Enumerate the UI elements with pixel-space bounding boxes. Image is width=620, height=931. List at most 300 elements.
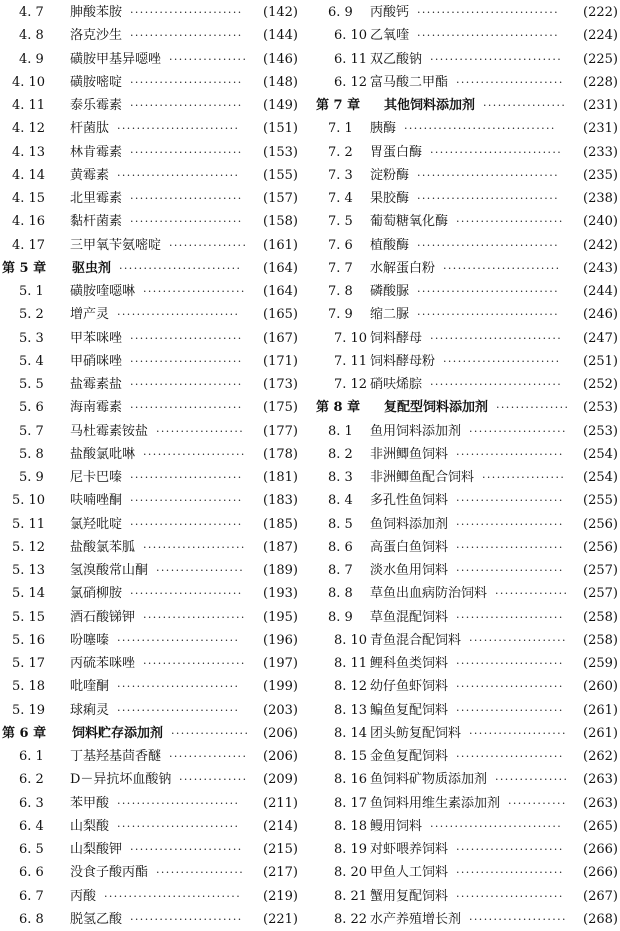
toc-leader-dots: ··························· <box>430 378 563 391</box>
toc-leader-dots: ····················· <box>143 447 246 461</box>
toc-entry <box>0 24 300 47</box>
toc-leader-dots: ············ <box>508 796 567 810</box>
toc-entry-title: 呋喃唑酮 <box>70 493 123 509</box>
toc-leader-dots: ······················· <box>130 401 243 415</box>
toc-entry-number: 7. 10 <box>334 330 368 346</box>
toc-entry-title: 磷酸脲 <box>370 284 410 299</box>
toc-entry <box>314 257 620 280</box>
toc-page-number: (151) <box>263 121 298 137</box>
toc-entry-title: 缩二脲 <box>370 307 410 323</box>
toc-leader-dots: ······················· <box>130 494 243 508</box>
toc-page-number: (242) <box>583 237 618 253</box>
toc-entry <box>314 675 620 698</box>
toc-leader-dots: ···················· <box>469 726 567 740</box>
toc-leader-dots: ······················· <box>130 145 243 159</box>
toc-leader-dots: ··············· <box>496 401 570 415</box>
toc-entry-title: 酒石酸锑钾 <box>70 609 136 625</box>
toc-leader-dots: ····················· <box>143 610 246 624</box>
toc-leader-dots: ······················ <box>456 540 564 554</box>
toc-leader-dots: ················· <box>482 471 566 484</box>
toc-entry <box>0 164 300 187</box>
toc-entry-number: 5. 13 <box>12 563 46 578</box>
toc-entry-title: 泰乐霉素 <box>70 98 123 113</box>
toc-entry-title: 甲鱼人工饲料 <box>370 865 449 881</box>
toc-leader-dots: ······················· <box>130 192 243 205</box>
toc-leader-dots: ······················ <box>456 215 564 229</box>
toc-entry-title: 三甲氧苄氨嘧啶 <box>70 237 162 253</box>
toc-page-number: (252) <box>583 377 618 392</box>
toc-entry-title: 吡喹酮 <box>70 679 110 695</box>
toc-entry-number: 5. 9 <box>19 470 44 485</box>
toc-page-number: (214) <box>263 818 298 834</box>
toc-entry-number: 5. 6 <box>19 400 44 416</box>
toc-entry <box>314 768 620 791</box>
toc-entry <box>0 629 300 652</box>
toc-entry-number: 5. 18 <box>12 679 46 695</box>
toc-entry-number: 7. 11 <box>334 353 368 369</box>
toc-entry-number: 8. 6 <box>328 539 353 555</box>
toc-entry-number: 第 7 章 <box>316 98 361 113</box>
toc-entry-number: 7. 2 <box>328 144 353 160</box>
toc-entry <box>314 629 620 652</box>
toc-leader-dots: ····························· <box>417 168 560 182</box>
toc-entry-title: 盐酸氯苯胍 <box>70 539 136 555</box>
toc-leader-dots: ················ <box>169 750 248 763</box>
toc-entry <box>0 768 300 791</box>
toc-entry <box>0 513 300 536</box>
toc-page-number: (247) <box>583 330 618 346</box>
toc-leader-dots: ······················· <box>130 99 243 112</box>
toc-leader-dots: ···················· <box>469 633 567 647</box>
toc-leader-dots: ······························· <box>404 122 556 136</box>
toc-leader-dots: ······················· <box>130 378 243 391</box>
toc-leader-dots: ······················ <box>456 657 564 670</box>
toc-entry <box>314 722 620 745</box>
toc-entry-title: 磺胺喹噁啉 <box>70 284 136 299</box>
toc-leader-dots: ······················· <box>130 29 243 43</box>
toc-entry <box>314 908 620 931</box>
toc-page-number: (260) <box>583 679 618 695</box>
toc-entry-title: 吩噻嗪 <box>70 632 110 648</box>
toc-entry-number: 7. 9 <box>328 307 353 323</box>
toc-entry-number: 8. 4 <box>328 493 353 509</box>
toc-page-number: (253) <box>583 423 618 439</box>
toc-chapter-heading <box>0 257 300 280</box>
toc-entry-title: 脱氢乙酸 <box>70 911 123 927</box>
toc-entry-number: 5. 15 <box>12 609 46 625</box>
toc-entry-number: 6. 10 <box>334 28 368 44</box>
toc-entry-title: 氯羟吡啶 <box>70 516 123 532</box>
toc-entry-number: 5. 1 <box>19 284 44 299</box>
toc-entry <box>0 94 300 117</box>
toc-entry <box>0 234 300 257</box>
toc-entry-number: 7. 3 <box>328 167 353 183</box>
toc-entry-title: 马杜霉素铵盐 <box>70 423 149 439</box>
toc-entry-title: 蟹用复配饲料 <box>370 888 449 904</box>
toc-page-number: (255) <box>583 493 618 509</box>
toc-entry-title: 增产灵 <box>70 307 110 323</box>
toc-entry-number: 8. 3 <box>328 470 353 485</box>
toc-entry-title: 非洲鲫鱼配合饲料 <box>370 470 475 485</box>
toc-leader-dots: ······················ <box>456 564 564 577</box>
toc-leader-dots: ························ <box>443 354 561 368</box>
toc-entry-title: 林肯霉素 <box>70 144 123 160</box>
toc-entry <box>314 373 620 396</box>
toc-page-number: (161) <box>263 237 298 253</box>
toc-entry <box>0 187 300 210</box>
toc-page-number: (262) <box>583 749 618 764</box>
toc-entry-title: 非洲鲫鱼饲料 <box>370 446 449 462</box>
toc-entry-number: 4. 7 <box>19 5 44 20</box>
toc-page-number: (267) <box>583 888 618 904</box>
toc-leader-dots: ················ <box>171 726 250 740</box>
toc-entry <box>0 210 300 233</box>
toc-entry <box>314 164 620 187</box>
toc-page-number: (149) <box>263 98 298 113</box>
toc-entry-number: 8. 9 <box>328 609 353 625</box>
toc-leader-dots: ······················ <box>456 517 564 531</box>
toc-leader-dots: ······················· <box>130 912 243 926</box>
toc-leader-dots: ······················ <box>456 889 564 903</box>
toc-entry-title: 磺胺甲基异噁唑 <box>70 51 162 67</box>
toc-page-number: (261) <box>583 702 618 718</box>
toc-entry-number: 7. 8 <box>328 284 353 299</box>
toc-entry-title: 山梨酸钾 <box>70 842 123 857</box>
toc-entry-number: 8. 22 <box>334 911 368 927</box>
toc-entry <box>0 885 300 908</box>
toc-entry-title: 金鱼复配饲料 <box>370 749 449 764</box>
toc-entry-title: 球痢灵 <box>70 702 110 718</box>
toc-entry-number: 4. 12 <box>12 121 46 137</box>
toc-page-number: (183) <box>263 493 298 509</box>
toc-entry-number: 8. 18 <box>334 818 368 834</box>
toc-entry <box>0 559 300 582</box>
toc-leader-dots: ··························· <box>430 819 563 833</box>
toc-entry <box>0 117 300 140</box>
toc-leader-dots: ························· <box>119 261 242 275</box>
toc-entry-number: 5. 16 <box>12 632 46 648</box>
toc-entry-number: 6. 1 <box>19 749 44 764</box>
toc-entry-number: 8. 13 <box>334 702 368 718</box>
toc-leader-dots: ··························· <box>430 145 563 159</box>
toc-entry-number: 8. 20 <box>334 865 368 881</box>
toc-entry-number: 8. 5 <box>328 516 353 532</box>
toc-entry <box>314 513 620 536</box>
toc-entry-title: 尼卡巴嗪 <box>70 470 123 485</box>
toc-entry-title: 草鱼出血病防治饲料 <box>370 586 488 602</box>
toc-entry-title: 甲硝咪唑 <box>70 353 123 369</box>
toc-entry-title: 氯硝柳胺 <box>70 586 123 602</box>
toc-entry-number: 6. 7 <box>19 888 44 904</box>
toc-entry-title: 洛克沙生 <box>70 28 123 44</box>
toc-entry-title: 饲料酵母 <box>370 330 423 346</box>
toc-page-number: (206) <box>263 725 298 741</box>
toc-page-number: (167) <box>263 330 298 346</box>
toc-entry-number: 4. 8 <box>19 28 44 44</box>
toc-page-number: (144) <box>263 28 298 44</box>
toc-entry-title: 山梨酸 <box>70 818 110 834</box>
toc-page-number: (185) <box>263 516 298 532</box>
toc-page-number: (231) <box>583 121 618 137</box>
toc-page-number: (215) <box>263 842 298 857</box>
toc-leader-dots: ························ <box>443 261 561 275</box>
toc-leader-dots: ······················ <box>456 610 564 624</box>
toc-page-number: (238) <box>583 191 618 206</box>
toc-entry <box>0 141 300 164</box>
toc-page-number: (266) <box>583 842 618 857</box>
toc-entry-title: 鲤科鱼类饲料 <box>370 656 449 671</box>
toc-entry <box>314 745 620 768</box>
toc-entry-title: 青鱼混合配饲料 <box>370 632 462 648</box>
toc-entry <box>0 466 300 489</box>
toc-entry <box>314 234 620 257</box>
toc-entry-number: 7. 6 <box>328 237 353 253</box>
toc-entry-title: 甲苯咪唑 <box>70 330 123 346</box>
toc-page-number: (261) <box>583 725 618 741</box>
toc-page-number: (246) <box>583 307 618 323</box>
toc-entry <box>314 885 620 908</box>
toc-entry <box>0 48 300 71</box>
toc-entry <box>0 792 300 815</box>
toc-page-number: (196) <box>263 632 298 648</box>
toc-leader-dots: ·················· <box>156 866 245 880</box>
toc-leader-dots: ··············· <box>495 773 569 787</box>
toc-entry-title: 植酸酶 <box>370 237 410 253</box>
toc-leader-dots: ······················· <box>130 587 243 601</box>
toc-page-number: (258) <box>583 609 618 625</box>
toc-leader-dots: ······················ <box>456 680 564 694</box>
toc-page-number: (199) <box>263 679 298 695</box>
toc-entry-title: 富马酸二甲酯 <box>370 74 449 90</box>
toc-leader-dots: ······················ <box>456 843 564 856</box>
toc-page-number: (265) <box>583 818 618 834</box>
toc-entry-number: 6. 11 <box>334 51 368 67</box>
toc-entry <box>314 1 620 24</box>
toc-entry-number: 第 5 章 <box>2 260 47 276</box>
toc-page-number: (155) <box>263 167 298 183</box>
toc-page-number: (173) <box>263 377 298 392</box>
toc-entry-number: 6. 9 <box>328 5 353 20</box>
toc-leader-dots: ······················ <box>456 750 564 763</box>
toc-entry <box>314 48 620 71</box>
toc-entry <box>314 861 620 884</box>
toc-leader-dots: ····················· <box>143 285 246 298</box>
toc-entry-number: 8. 15 <box>334 749 368 764</box>
toc-entry-title: 饲料酵母粉 <box>370 353 436 369</box>
toc-entry-title: 乙氧喹 <box>370 28 410 44</box>
toc-leader-dots: ······················· <box>130 6 243 19</box>
toc-page-number: (164) <box>263 260 298 276</box>
toc-entry-number: 7. 7 <box>328 260 353 276</box>
toc-entry-title: 黏杆菌素 <box>70 214 123 230</box>
toc-entry-title: D－异抗坏血酸钠 <box>70 772 172 788</box>
toc-entry-title: 胂酸苯胺 <box>70 5 123 20</box>
toc-page-number: (256) <box>583 516 618 532</box>
toc-entry-title: 鳊鱼复配饲料 <box>370 702 449 718</box>
toc-entry-title: 丙酸 <box>70 888 97 904</box>
toc-leader-dots: ························· <box>117 122 240 136</box>
toc-page-number: (178) <box>263 446 298 462</box>
toc-leader-dots: ···························· <box>104 889 242 903</box>
toc-entry-number: 8. 10 <box>334 632 368 648</box>
toc-entry-title: 对虾喂养饲料 <box>370 842 449 857</box>
toc-leader-dots: ························· <box>117 819 240 833</box>
toc-entry-number: 4. 9 <box>19 51 44 67</box>
toc-entry-number: 7. 12 <box>334 377 368 392</box>
toc-leader-dots: ························· <box>117 680 240 694</box>
toc-entry-number: 5. 4 <box>19 353 44 369</box>
toc-entry <box>0 373 300 396</box>
toc-leader-dots: ······················ <box>456 447 564 461</box>
toc-page-number: (254) <box>583 446 618 462</box>
toc-leader-dots: ····························· <box>417 192 560 205</box>
toc-entry-title: 其他饲料添加剂 <box>384 98 476 113</box>
toc-entry <box>0 71 300 94</box>
toc-entry <box>0 745 300 768</box>
toc-entry-number: 8. 19 <box>334 842 368 857</box>
toc-entry-title: 鱼饲料用维生素添加剂 <box>370 795 501 811</box>
toc-entry <box>314 187 620 210</box>
toc-entry <box>314 815 620 838</box>
toc-entry-title: 饲料贮存添加剂 <box>72 725 164 741</box>
toc-leader-dots: ····························· <box>417 6 560 19</box>
toc-entry <box>0 536 300 559</box>
toc-entry-title: 胰酶 <box>370 121 397 137</box>
toc-page-number: (257) <box>583 563 618 578</box>
toc-entry-number: 第 6 章 <box>2 725 47 741</box>
toc-leader-dots: ······················· <box>130 471 243 484</box>
toc-entry-number: 5. 10 <box>12 493 46 509</box>
toc-entry <box>314 420 620 443</box>
toc-page-number: (240) <box>583 214 618 230</box>
toc-chapter-heading <box>0 722 300 745</box>
toc-entry-number: 6. 12 <box>334 74 368 90</box>
toc-leader-dots: ················· <box>483 99 567 112</box>
toc-page-number: (254) <box>583 470 618 485</box>
toc-column-right <box>314 0 620 931</box>
toc-entry-title: 鱼饲料添加剂 <box>370 516 449 532</box>
toc-page-number: (206) <box>263 749 298 764</box>
toc-leader-dots: ·················· <box>156 424 245 438</box>
toc-leader-dots: ······················· <box>130 331 243 345</box>
toc-entry-number: 5. 19 <box>12 702 46 718</box>
toc-entry <box>314 443 620 466</box>
toc-entry-number: 5. 3 <box>19 330 44 346</box>
toc-leader-dots: ······················· <box>130 215 243 229</box>
toc-leader-dots: ···················· <box>469 424 567 438</box>
toc-entry <box>314 536 620 559</box>
toc-page-number: (197) <box>263 656 298 671</box>
toc-entry-title: 葡萄糖氧化酶 <box>370 214 449 230</box>
toc-page-number: (258) <box>583 632 618 648</box>
toc-entry <box>0 908 300 931</box>
toc-entry-number: 7. 5 <box>328 214 353 230</box>
toc-entry-number: 7. 1 <box>328 121 353 137</box>
toc-entry-title: 水产养殖增长剂 <box>370 911 462 927</box>
toc-entry-title: 盐酸氯吡啉 <box>70 446 136 462</box>
toc-entry-title: 苯甲酸 <box>70 795 110 811</box>
toc-page-number: (219) <box>263 888 298 904</box>
toc-entry-title: 鱼用饲料添加剂 <box>370 423 462 439</box>
toc-leader-dots: ··························· <box>430 331 563 345</box>
toc-entry-number: 8. 14 <box>334 725 368 741</box>
toc-page-number: (181) <box>263 470 298 485</box>
toc-entry <box>0 1 300 24</box>
toc-entry-title: 鱼饲料矿物质添加剂 <box>370 772 488 788</box>
toc-page-number: (148) <box>263 74 298 90</box>
toc-page-number: (256) <box>583 539 618 555</box>
toc-entry-number: 8. 1 <box>328 423 353 439</box>
toc-entry-number: 6. 4 <box>19 818 44 834</box>
toc-page-number: (158) <box>263 214 298 230</box>
toc-entry-title: 水解蛋白粉 <box>370 260 436 276</box>
toc-entry-number: 8. 11 <box>334 656 368 671</box>
toc-leader-dots: ······················ <box>456 494 564 508</box>
toc-entry-number: 4. 14 <box>12 167 46 183</box>
toc-entry <box>314 699 620 722</box>
toc-entry-number: 8. 17 <box>334 795 368 811</box>
toc-entry-title: 淀粉酶 <box>370 167 410 183</box>
toc-page-number: (195) <box>263 609 298 625</box>
toc-entry-title: 北里霉素 <box>70 191 123 206</box>
toc-entry-title: 幼仔鱼虾饲料 <box>370 679 449 695</box>
toc-entry-title: 杆菌肽 <box>70 121 110 137</box>
toc-entry-number: 4. 13 <box>12 144 46 160</box>
toc-entry-title: 草鱼混配饲料 <box>370 609 449 625</box>
toc-entry-number: 8. 8 <box>328 586 353 602</box>
toc-column-left <box>0 0 300 931</box>
toc-page-number: (225) <box>583 51 618 67</box>
toc-page-number: (209) <box>263 772 298 788</box>
toc-leader-dots: ······················· <box>130 517 243 531</box>
toc-page-number: (217) <box>263 865 298 881</box>
toc-leader-dots: ················ <box>169 238 248 252</box>
toc-entry-number: 6. 8 <box>19 911 44 927</box>
toc-page-number: (164) <box>263 284 298 299</box>
toc-page-number: (251) <box>583 353 618 369</box>
toc-entry-number: 7. 4 <box>328 191 353 206</box>
toc-entry <box>0 861 300 884</box>
toc-entry <box>314 327 620 350</box>
toc-entry <box>314 24 620 47</box>
toc-leader-dots: ·············· <box>179 773 248 787</box>
toc-entry-title: 没食子酸丙酯 <box>70 865 149 881</box>
toc-entry-title: 高蛋白鱼饲料 <box>370 539 449 555</box>
toc-entry-number: 4. 15 <box>12 191 46 206</box>
toc-entry-title: 鳗用饲料 <box>370 818 423 834</box>
toc-entry-title: 磺胺嘧啶 <box>70 74 123 90</box>
toc-page-number: (263) <box>583 795 618 811</box>
toc-entry <box>314 141 620 164</box>
toc-leader-dots: ··························· <box>430 52 563 66</box>
toc-leader-dots: ······················ <box>456 703 564 717</box>
toc-page-number: (222) <box>583 5 618 20</box>
toc-entry-number: 5. 2 <box>19 307 44 323</box>
toc-entry-title: 果胶酶 <box>370 191 410 206</box>
toc-page-number: (259) <box>583 656 618 671</box>
toc-entry-number: 5. 11 <box>12 516 46 532</box>
toc-leader-dots: ····························· <box>417 308 560 322</box>
toc-page-number: (221) <box>263 911 298 927</box>
toc-page-number: (268) <box>583 911 618 927</box>
toc-leader-dots: ······················· <box>130 354 243 368</box>
toc-entry-number: 4. 16 <box>12 214 46 230</box>
toc-page-number: (244) <box>583 284 618 299</box>
toc-entry-title: 黄霉素 <box>70 167 110 183</box>
toc-leader-dots: ····················· <box>143 657 246 670</box>
toc-page-number: (165) <box>263 307 298 323</box>
toc-entry-title: 多孔性鱼饲料 <box>370 493 449 509</box>
